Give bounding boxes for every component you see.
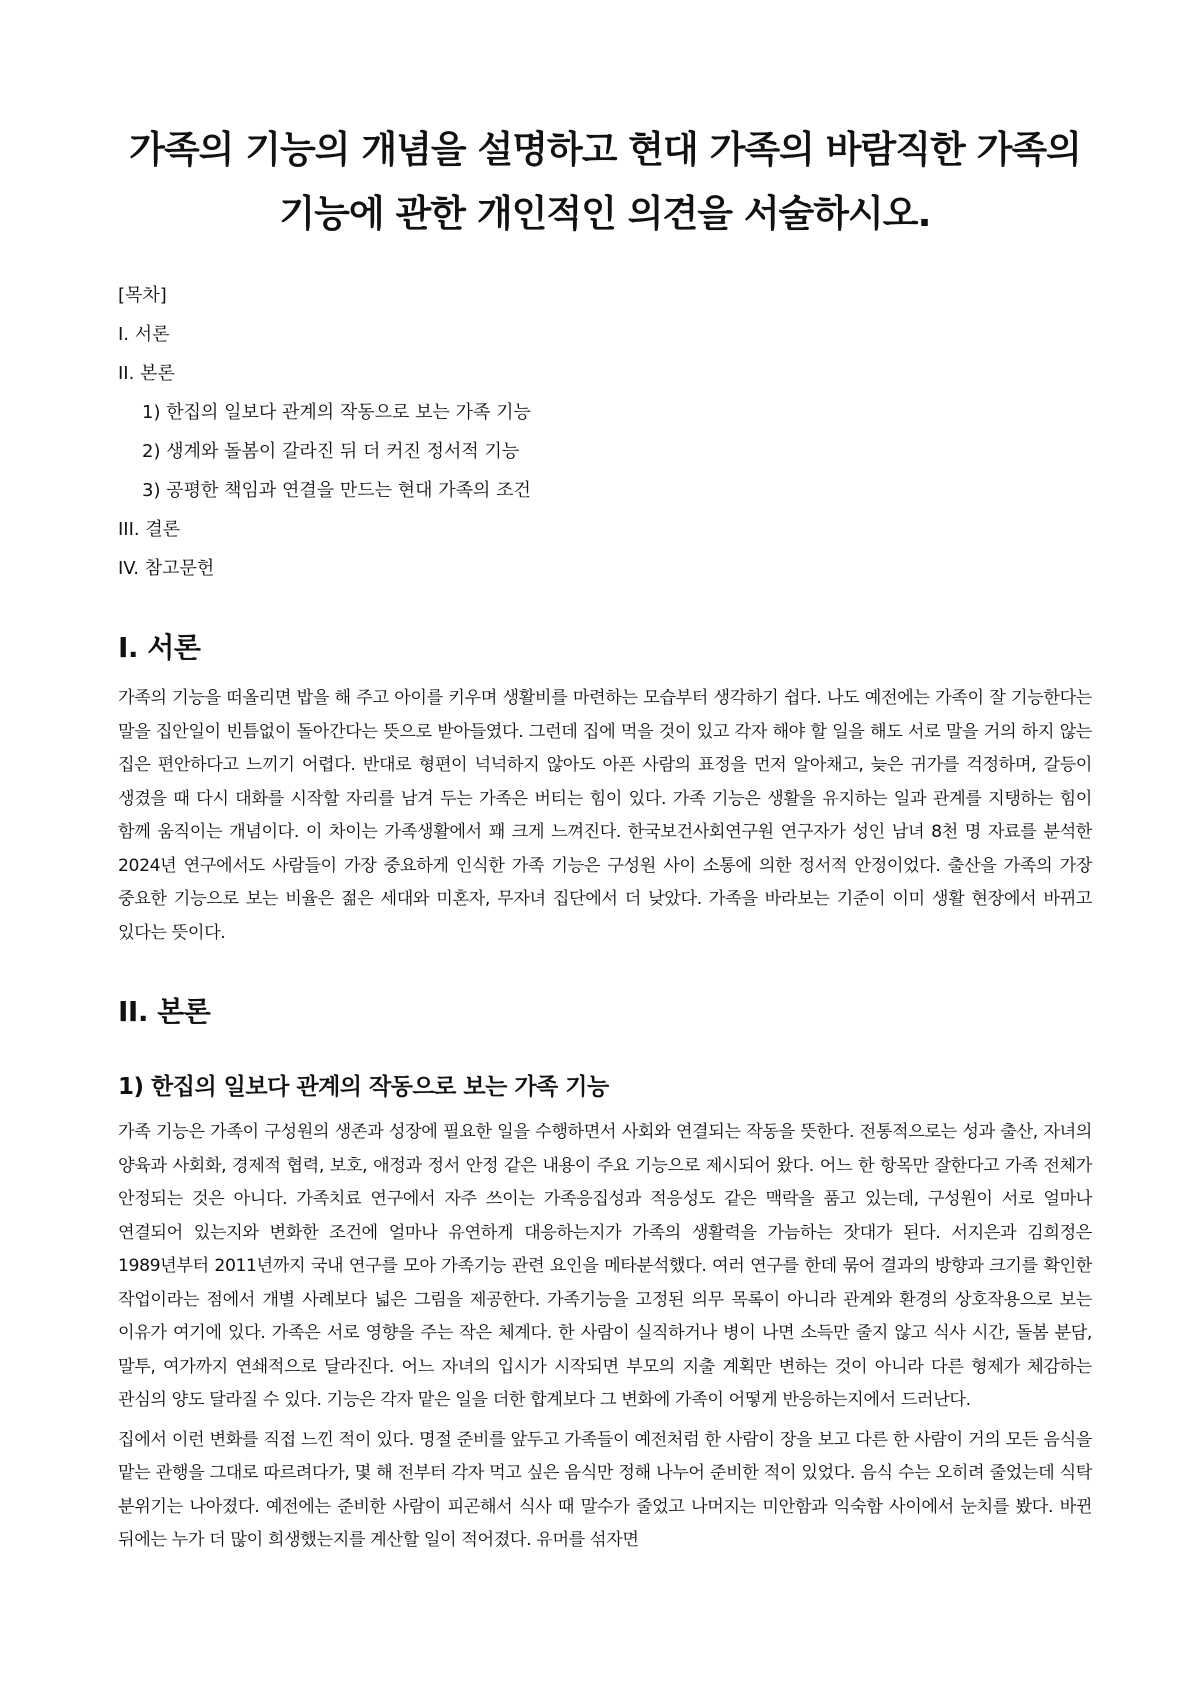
- document-title: [118, 118, 1092, 246]
- title-line-1: 가족의 기능의 개념을 설명하고 현대 가족의 바람직한 가족의: [129, 128, 1081, 171]
- section-heading-body: II. 본론: [118, 995, 211, 1028]
- subsection-heading-1: 1) 한집의 일보다 관계의 작동으로 보는 가족 기능: [118, 1074, 609, 1100]
- toc-item: II. 본론: [118, 363, 175, 384]
- toc-item: 3) 공평한 책임과 연결을 만드는 현대 가족의 조건: [142, 480, 531, 501]
- title-line-2: 기능에 관한 개인적인 의견을 서술하시오.: [279, 192, 931, 235]
- toc-item: I. 서론: [118, 324, 170, 345]
- table-of-contents: [118, 276, 1092, 588]
- toc-item: IV. 참고문헌: [118, 558, 215, 579]
- section-heading-intro: I. 서론: [118, 631, 201, 664]
- body-paragraph: 집에서 이런 변화를 직접 느낀 적이 있다. 명절 준비를 앞두고 가족들이 예전처럼 한 사람이 장을 보고 다른 한 사람이 거의 모든 음식을 맡는 관행을 그대로 따르려다가, 몇 해 전부터 각자 먹고 싶은 음식만 정해 나누어 준비한 적이 있었다. 음식 수는 오히려 줄었는데 식탁 분위기는 나아졌다. 예전에는 준비한 사람이 피곤해서 식사 때 말수가 줄었고 나머지는 미안함과 익숙함 사이에서 눈치를 봤다. 바뀐 뒤에는 누가 더 많이 희생했는지를 계산할 일이 적어졌다. 유머를 섞자면: [118, 1429, 1092, 1550]
- toc-item: 2) 생계와 돌봄이 갈라진 뒤 더 커진 정서적 기능: [142, 441, 520, 462]
- body-paragraph: 가족 기능은 가족이 구성원의 생존과 성장에 필요한 일을 수행하면서 사회와 연결되는 작동을 뜻한다. 전통적으로는 성과 출산, 자녀의 양육과 사회화, 경제적 협력, 보호, 애정과 정서 안정 같은 내용이 주요 기능으로 제시되어 왔다. 어느 한 항목만 잘한다고 가족 전체가 안정되는 것은 아니다. 가족치료 연구에서 자주 쓰이는 가족응집성과 적응성도 같은 맥락을 품고 있는데, 구성원이 서로 얼마나 연결되어 있는지와 변화한 조건에 얼마나 유연하게 대응하는지가 가족의 생활력을 가늠하는 잣대가 된다. 서지은과 김희정은 1989년부터 2011년까지 국내 연구를 모아 가족기능 관련 요인을 메타분석했다. 여러 연구를 한데 묶어 결과의 방향과 크기를 확인한 작업이라는 점에서 개별 사례보다 넓은 그림을 제공한다. 가족기능을 고정된 의무 목록이 아니라 관계와 환경의 상호작용으로 보는 이유가 여기에 있다. 가족은 서로 영향을 주는 작은 체계다. 한 사람이 실직하거나 병이 나면 소득만 줄지 않고 식사 시간, 돌봄 분담, 말투, 여가까지 연쇄적으로 달라진다. 어느 자녀의 입시가 시작되면 부모의 지출 계획만 변하는 것이 아니라 다른 형제가 체감하는 관심의 양도 달라질 수 있다. 기능은 각자 맡은 일을 더한 합계보다 그 변화에 가족이 어떻게 반응하는지에서 드러난다.: [118, 1122, 1092, 1410]
- toc-heading: [목차]: [118, 285, 167, 306]
- intro-paragraph: 가족의 기능을 떠올리면 밥을 해 주고 아이를 키우며 생활비를 마련하는 모습부터 생각하기 쉽다. 나도 예전에는 가족이 잘 기능한다는 말을 집안일이 빈틈없이 돌아간다는 뜻으로 받아들였다. 그런데 집에 먹을 것이 있고 각자 해야 할 일을 해도 서로 말을 거의 하지 않는 집은 편안하다고 느끼기 어렵다. 반대로 형편이 넉넉하지 않아도 아픈 사람의 표정을 먼저 알아채고, 늦은 귀가를 걱정하며, 갈등이 생겼을 때 다시 대화를 시작할 자리를 남겨 두는 가족은 버티는 힘이 있다. 가족 기능은 생활을 유지하는 일과 관계를 지탱하는 힘이 함께 움직이는 개념이다. 이 차이는 가족생활에서 꽤 크게 느껴진다. 한국보건사회연구원 연구자가 성인 남녀 8천 명 자료를 분석한 2024년 연구에서도 사람들이 가장 중요하게 인식한 가족 기능은 구성원 사이 소통에 의한 정서적 안정이었다. 출산을 가족의 가장 중요한 기능으로 보는 비율은 젊은 세대와 미혼자, 무자녀 집단에서 더 낮았다. 가족을 바라보는 기준이 이미 생활 현장에서 바뀌고 있다는 뜻이다.: [118, 688, 1092, 943]
- toc-item: III. 결론: [118, 519, 181, 540]
- toc-item: 1) 한집의 일보다 관계의 작동으로 보는 가족 기능: [142, 402, 531, 423]
